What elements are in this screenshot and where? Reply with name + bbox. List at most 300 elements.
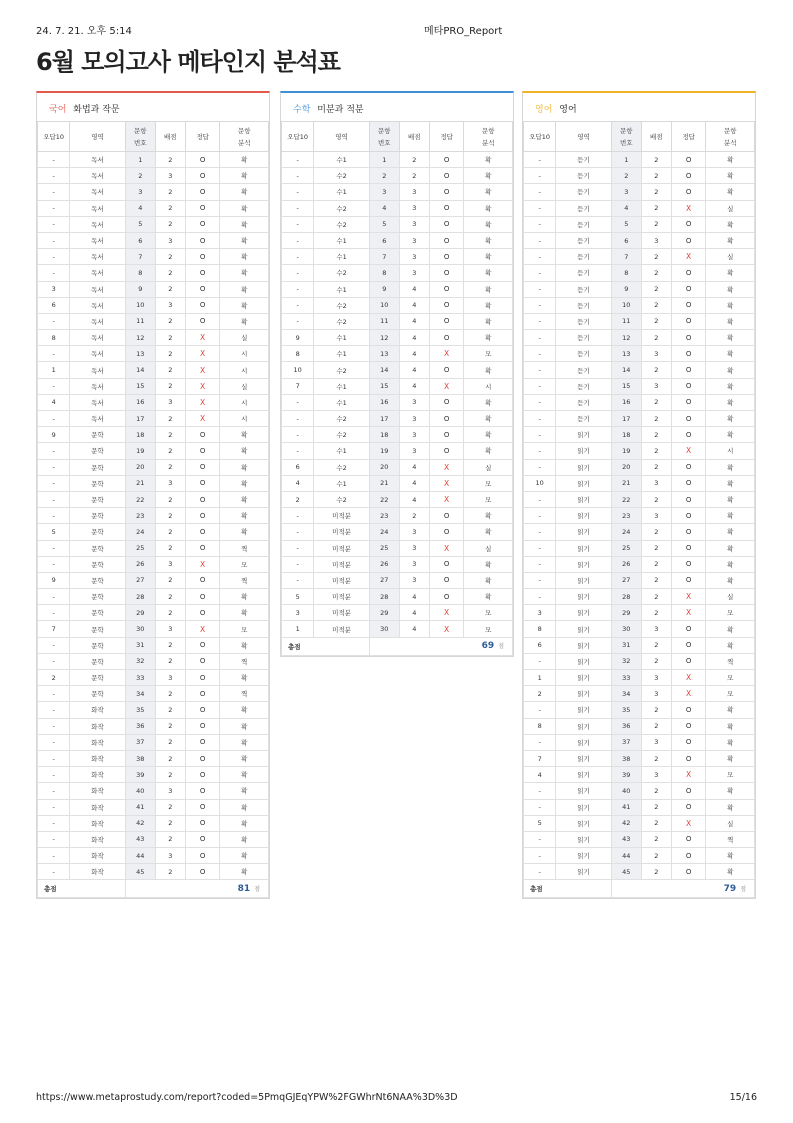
answer-cell: O [671, 281, 706, 297]
table-row [38, 232, 269, 248]
analysis-cell: 실 [220, 330, 269, 346]
answer-cell: O [671, 394, 706, 410]
score-cell: 4 [399, 621, 429, 637]
answer-cell: X [429, 346, 464, 362]
wrong-rank-cell: - [38, 216, 70, 232]
wrong-rank-cell: - [38, 783, 70, 799]
score-cell: 3 [155, 475, 185, 491]
total-value: 79 [723, 883, 737, 894]
score-cell: 2 [641, 265, 671, 281]
answer-cell: O [185, 313, 220, 329]
question-number-cell: 13 [125, 346, 155, 362]
answer-cell: X [671, 249, 706, 265]
answer-cell: O [429, 232, 464, 248]
score-cell: 2 [155, 767, 185, 783]
answer-cell: O [671, 427, 706, 443]
analysis-cell: 모 [220, 621, 269, 637]
answer-cell: O [429, 556, 464, 572]
score-cell: 2 [155, 411, 185, 427]
area-cell: 문학 [70, 605, 125, 621]
answer-cell: O [671, 702, 706, 718]
wrong-rank-cell: - [38, 475, 70, 491]
table-row [38, 427, 269, 443]
wrong-rank-cell: 9 [38, 427, 70, 443]
total-label: 총점 [38, 880, 126, 898]
table-row [524, 653, 755, 669]
question-number-cell: 16 [611, 394, 641, 410]
header-area [314, 122, 369, 152]
table-row [282, 265, 513, 281]
answer-cell: O [185, 281, 220, 297]
analysis-cell: 확 [706, 475, 755, 491]
analysis-cell: 확 [706, 265, 755, 281]
table-row [38, 783, 269, 799]
wrong-rank-cell: - [38, 459, 70, 475]
area-cell: 미적분 [314, 621, 369, 637]
question-number-cell: 33 [611, 670, 641, 686]
analysis-cell: 확 [464, 524, 513, 540]
question-number-cell: 26 [125, 556, 155, 572]
area-cell: 화작 [70, 734, 125, 750]
header-question-number [125, 122, 155, 152]
wrong-rank-cell: - [524, 540, 556, 556]
answer-cell: X [429, 378, 464, 394]
header-question-number [369, 122, 399, 152]
area-cell: 독서 [70, 362, 125, 378]
header-analysis-text: 문항 [723, 126, 737, 135]
wrong-rank-cell: - [282, 281, 314, 297]
table-row [524, 815, 755, 831]
table-row [524, 767, 755, 783]
answer-cell: O [671, 459, 706, 475]
korean-table [37, 121, 269, 898]
table-row [282, 330, 513, 346]
question-number-cell: 45 [611, 864, 641, 880]
wrong-rank-cell: - [38, 346, 70, 362]
area-cell: 읽기 [556, 475, 611, 491]
question-number-cell: 23 [125, 508, 155, 524]
question-number-cell: 1 [125, 152, 155, 168]
question-number-cell: 38 [611, 750, 641, 766]
area-cell: 수2 [314, 313, 369, 329]
wrong-rank-cell: 1 [524, 670, 556, 686]
area-cell: 듣기 [556, 281, 611, 297]
total-row [282, 637, 513, 655]
question-number-cell: 28 [125, 589, 155, 605]
wrong-rank-cell: - [524, 297, 556, 313]
answer-cell: O [671, 653, 706, 669]
wrong-rank-cell: - [38, 734, 70, 750]
answer-cell: O [185, 799, 220, 815]
area-cell: 문학 [70, 637, 125, 653]
score-cell: 3 [155, 394, 185, 410]
answer-cell: O [671, 216, 706, 232]
analysis-cell: 확 [220, 815, 269, 831]
answer-cell: O [185, 831, 220, 847]
table-row [38, 767, 269, 783]
score-cell: 3 [641, 734, 671, 750]
answer-cell: O [185, 767, 220, 783]
table-header [38, 122, 269, 152]
table-row [524, 831, 755, 847]
area-cell: 수2 [314, 491, 369, 507]
answer-cell: X [429, 621, 464, 637]
table-row [524, 313, 755, 329]
table-row [282, 427, 513, 443]
analysis-cell: 확 [220, 767, 269, 783]
table-row [38, 734, 269, 750]
question-number-cell: 44 [611, 848, 641, 864]
question-number-cell: 9 [369, 281, 399, 297]
answer-cell: O [671, 232, 706, 248]
question-number-cell: 24 [611, 524, 641, 540]
answer-cell: O [671, 313, 706, 329]
wrong-rank-cell: 5 [38, 524, 70, 540]
score-cell: 2 [155, 524, 185, 540]
analysis-cell: 찍 [706, 831, 755, 847]
area-cell: 독서 [70, 168, 125, 184]
score-cell: 2 [155, 653, 185, 669]
analysis-cell: 시 [220, 411, 269, 427]
header-answer-text: 정답 [196, 132, 209, 141]
answer-cell: X [671, 443, 706, 459]
table-row [524, 686, 755, 702]
area-cell: 독서 [70, 281, 125, 297]
area-cell: 수1 [314, 378, 369, 394]
answer-cell: X [185, 411, 220, 427]
score-cell: 3 [641, 346, 671, 362]
score-cell: 3 [399, 216, 429, 232]
question-number-cell: 5 [369, 216, 399, 232]
answer-cell: O [671, 168, 706, 184]
wrong-rank-cell: - [524, 346, 556, 362]
analysis-cell: 확 [464, 313, 513, 329]
area-cell: 읽기 [556, 556, 611, 572]
subject-label: 국어 [49, 105, 67, 115]
total-score [125, 880, 268, 898]
table-row [38, 864, 269, 880]
wrong-rank-cell: - [282, 232, 314, 248]
analysis-cell: 확 [220, 232, 269, 248]
table-row [524, 718, 755, 734]
table-row [282, 168, 513, 184]
analysis-cell: 실 [220, 378, 269, 394]
analysis-cell: 확 [706, 621, 755, 637]
total-unit: 점 [254, 885, 260, 893]
header-analysis-text: 분석 [723, 138, 737, 147]
analysis-cell: 확 [220, 589, 269, 605]
header-area [70, 122, 125, 152]
table-row [282, 152, 513, 168]
area-cell: 문학 [70, 572, 125, 588]
subject-label: 영어 [535, 105, 553, 115]
score-cell: 2 [641, 524, 671, 540]
question-number-cell: 4 [369, 200, 399, 216]
table-row [524, 864, 755, 880]
answer-cell: O [429, 524, 464, 540]
header-area [556, 122, 611, 152]
wrong-rank-cell: - [282, 152, 314, 168]
table-row [38, 702, 269, 718]
answer-cell: O [429, 394, 464, 410]
analysis-cell: 확 [464, 362, 513, 378]
total-unit: 점 [498, 643, 504, 651]
wrong-rank-cell: - [38, 605, 70, 621]
panel-header [37, 93, 269, 121]
total-value: 69 [481, 641, 495, 652]
wrong-rank-cell: 6 [524, 637, 556, 653]
header-question-number-text: 문항 [377, 126, 391, 135]
header-question-number-text: 문항 [133, 126, 147, 135]
analysis-cell: 확 [220, 281, 269, 297]
wrong-rank-cell: - [524, 200, 556, 216]
table-row [524, 491, 755, 507]
score-cell: 4 [399, 605, 429, 621]
analysis-cell: 확 [706, 459, 755, 475]
analysis-cell: 찍 [220, 653, 269, 669]
analysis-cell: 확 [220, 783, 269, 799]
answer-cell: O [671, 265, 706, 281]
wrong-rank-cell: - [524, 734, 556, 750]
analysis-cell: 확 [464, 184, 513, 200]
header-score [399, 122, 429, 152]
question-number-cell: 17 [611, 411, 641, 427]
wrong-rank-cell: - [38, 864, 70, 880]
analysis-cell: 확 [464, 232, 513, 248]
wrong-rank-cell: - [282, 216, 314, 232]
wrong-rank-cell: - [38, 686, 70, 702]
answer-cell: O [185, 508, 220, 524]
score-cell: 2 [641, 249, 671, 265]
score-cell: 2 [155, 313, 185, 329]
score-cell: 2 [641, 459, 671, 475]
area-cell: 미적분 [314, 556, 369, 572]
header-analysis [706, 122, 755, 152]
wrong-rank-cell: - [282, 427, 314, 443]
area-cell: 문학 [70, 524, 125, 540]
area-cell: 읽기 [556, 799, 611, 815]
table-row [524, 281, 755, 297]
question-number-cell: 42 [611, 815, 641, 831]
question-number-cell: 45 [125, 864, 155, 880]
question-number-cell: 30 [611, 621, 641, 637]
area-cell: 읽기 [556, 783, 611, 799]
score-cell: 2 [641, 411, 671, 427]
question-number-cell: 43 [611, 831, 641, 847]
answer-cell: O [429, 184, 464, 200]
answer-cell: O [671, 330, 706, 346]
wrong-rank-cell: 3 [524, 605, 556, 621]
english-panel [522, 91, 756, 899]
score-cell: 2 [641, 831, 671, 847]
answer-cell: O [185, 200, 220, 216]
area-cell: 읽기 [556, 653, 611, 669]
wrong-rank-cell: 8 [282, 346, 314, 362]
header-wrong-rank [524, 122, 556, 152]
wrong-rank-cell: - [524, 232, 556, 248]
table-row [282, 232, 513, 248]
analysis-cell: 확 [706, 152, 755, 168]
question-number-cell: 30 [125, 621, 155, 637]
question-number-cell: 40 [125, 783, 155, 799]
analysis-cell: 시 [220, 362, 269, 378]
analysis-cell: 실 [706, 200, 755, 216]
area-cell: 수1 [314, 394, 369, 410]
answer-cell: O [671, 362, 706, 378]
analysis-cell: 확 [706, 232, 755, 248]
analysis-cell: 확 [464, 265, 513, 281]
wrong-rank-cell: - [282, 572, 314, 588]
table-row [524, 378, 755, 394]
table-row [38, 394, 269, 410]
wrong-rank-cell: - [38, 411, 70, 427]
analysis-cell: 확 [464, 443, 513, 459]
table-row [282, 281, 513, 297]
answer-cell: O [185, 848, 220, 864]
answer-cell: O [185, 605, 220, 621]
answer-cell: O [671, 411, 706, 427]
table-row [282, 475, 513, 491]
score-cell: 4 [399, 491, 429, 507]
question-number-cell: 12 [369, 330, 399, 346]
question-number-cell: 22 [125, 491, 155, 507]
answer-cell: O [671, 508, 706, 524]
answer-cell: O [671, 783, 706, 799]
area-cell: 독서 [70, 249, 125, 265]
wrong-rank-cell: 8 [524, 621, 556, 637]
score-cell: 2 [155, 864, 185, 880]
answer-cell: O [185, 427, 220, 443]
question-number-cell: 15 [369, 378, 399, 394]
question-number-cell: 9 [125, 281, 155, 297]
wrong-rank-cell: 1 [282, 621, 314, 637]
area-cell: 읽기 [556, 524, 611, 540]
table-row [38, 378, 269, 394]
answer-cell: O [429, 508, 464, 524]
table-row [524, 637, 755, 653]
area-cell: 듣기 [556, 232, 611, 248]
table-row [38, 686, 269, 702]
panel-header [281, 93, 513, 121]
header-answer-text: 정답 [682, 132, 695, 141]
analysis-cell: 확 [464, 411, 513, 427]
analysis-cell: 확 [706, 508, 755, 524]
header-question-number-text: 번호 [377, 138, 391, 147]
answer-cell: X [671, 200, 706, 216]
answer-cell: O [671, 152, 706, 168]
area-cell: 수2 [314, 362, 369, 378]
table-row [38, 815, 269, 831]
answer-cell: O [185, 297, 220, 313]
table-row [524, 152, 755, 168]
analysis-cell: 확 [220, 427, 269, 443]
wrong-rank-cell: 4 [282, 475, 314, 491]
wrong-rank-cell: - [38, 265, 70, 281]
header-score-text: 배점 [408, 132, 421, 141]
wrong-rank-cell: - [524, 281, 556, 297]
score-cell: 3 [155, 848, 185, 864]
wrong-rank-cell: 10 [282, 362, 314, 378]
table-row [524, 524, 755, 540]
question-number-cell: 6 [611, 232, 641, 248]
table-row [524, 184, 755, 200]
answer-cell: X [671, 670, 706, 686]
score-cell: 2 [641, 605, 671, 621]
wrong-rank-cell: - [524, 362, 556, 378]
score-cell: 2 [641, 184, 671, 200]
question-number-cell: 44 [125, 848, 155, 864]
area-cell: 독서 [70, 232, 125, 248]
question-number-cell: 12 [125, 330, 155, 346]
area-cell: 문학 [70, 540, 125, 556]
question-number-cell: 31 [611, 637, 641, 653]
header-score-text: 배점 [650, 132, 663, 141]
answer-cell: O [671, 750, 706, 766]
total-unit: 점 [740, 885, 746, 893]
wrong-rank-cell: - [524, 168, 556, 184]
wrong-rank-cell: - [282, 297, 314, 313]
area-cell: 읽기 [556, 459, 611, 475]
wrong-rank-cell: - [524, 378, 556, 394]
area-cell: 수2 [314, 411, 369, 427]
question-number-cell: 33 [125, 670, 155, 686]
table-row [524, 443, 755, 459]
score-cell: 2 [641, 848, 671, 864]
table-row [282, 200, 513, 216]
table-row [524, 605, 755, 621]
answer-cell: X [671, 589, 706, 605]
answer-cell: X [429, 475, 464, 491]
question-number-cell: 34 [611, 686, 641, 702]
analysis-cell: 확 [706, 362, 755, 378]
analysis-cell: 확 [706, 556, 755, 572]
question-number-cell: 13 [369, 346, 399, 362]
question-number-cell: 16 [125, 394, 155, 410]
answer-cell: O [429, 362, 464, 378]
wrong-rank-cell: - [38, 378, 70, 394]
analysis-cell: 확 [464, 508, 513, 524]
table-row [38, 459, 269, 475]
wrong-rank-cell: - [38, 702, 70, 718]
answer-cell: O [185, 540, 220, 556]
analysis-cell: 확 [706, 411, 755, 427]
question-number-cell: 10 [611, 297, 641, 313]
score-cell: 2 [155, 572, 185, 588]
wrong-rank-cell: - [524, 831, 556, 847]
score-cell: 3 [399, 249, 429, 265]
table-row [282, 362, 513, 378]
answer-cell: O [429, 265, 464, 281]
area-cell: 읽기 [556, 864, 611, 880]
table-row [524, 216, 755, 232]
table-row [282, 297, 513, 313]
wrong-rank-cell: - [524, 265, 556, 281]
wrong-rank-cell: - [524, 702, 556, 718]
analysis-cell: 확 [220, 443, 269, 459]
analysis-cell: 확 [220, 297, 269, 313]
wrong-rank-cell: 5 [282, 589, 314, 605]
score-cell: 3 [155, 621, 185, 637]
table-row [38, 216, 269, 232]
score-cell: 3 [399, 265, 429, 281]
wrong-rank-cell: - [282, 184, 314, 200]
wrong-rank-cell: - [38, 184, 70, 200]
header-wrong-rank-text: 오답10 [287, 132, 309, 141]
score-cell: 3 [155, 232, 185, 248]
header-score-text: 배점 [164, 132, 177, 141]
table-row [282, 216, 513, 232]
question-number-cell: 1 [611, 152, 641, 168]
